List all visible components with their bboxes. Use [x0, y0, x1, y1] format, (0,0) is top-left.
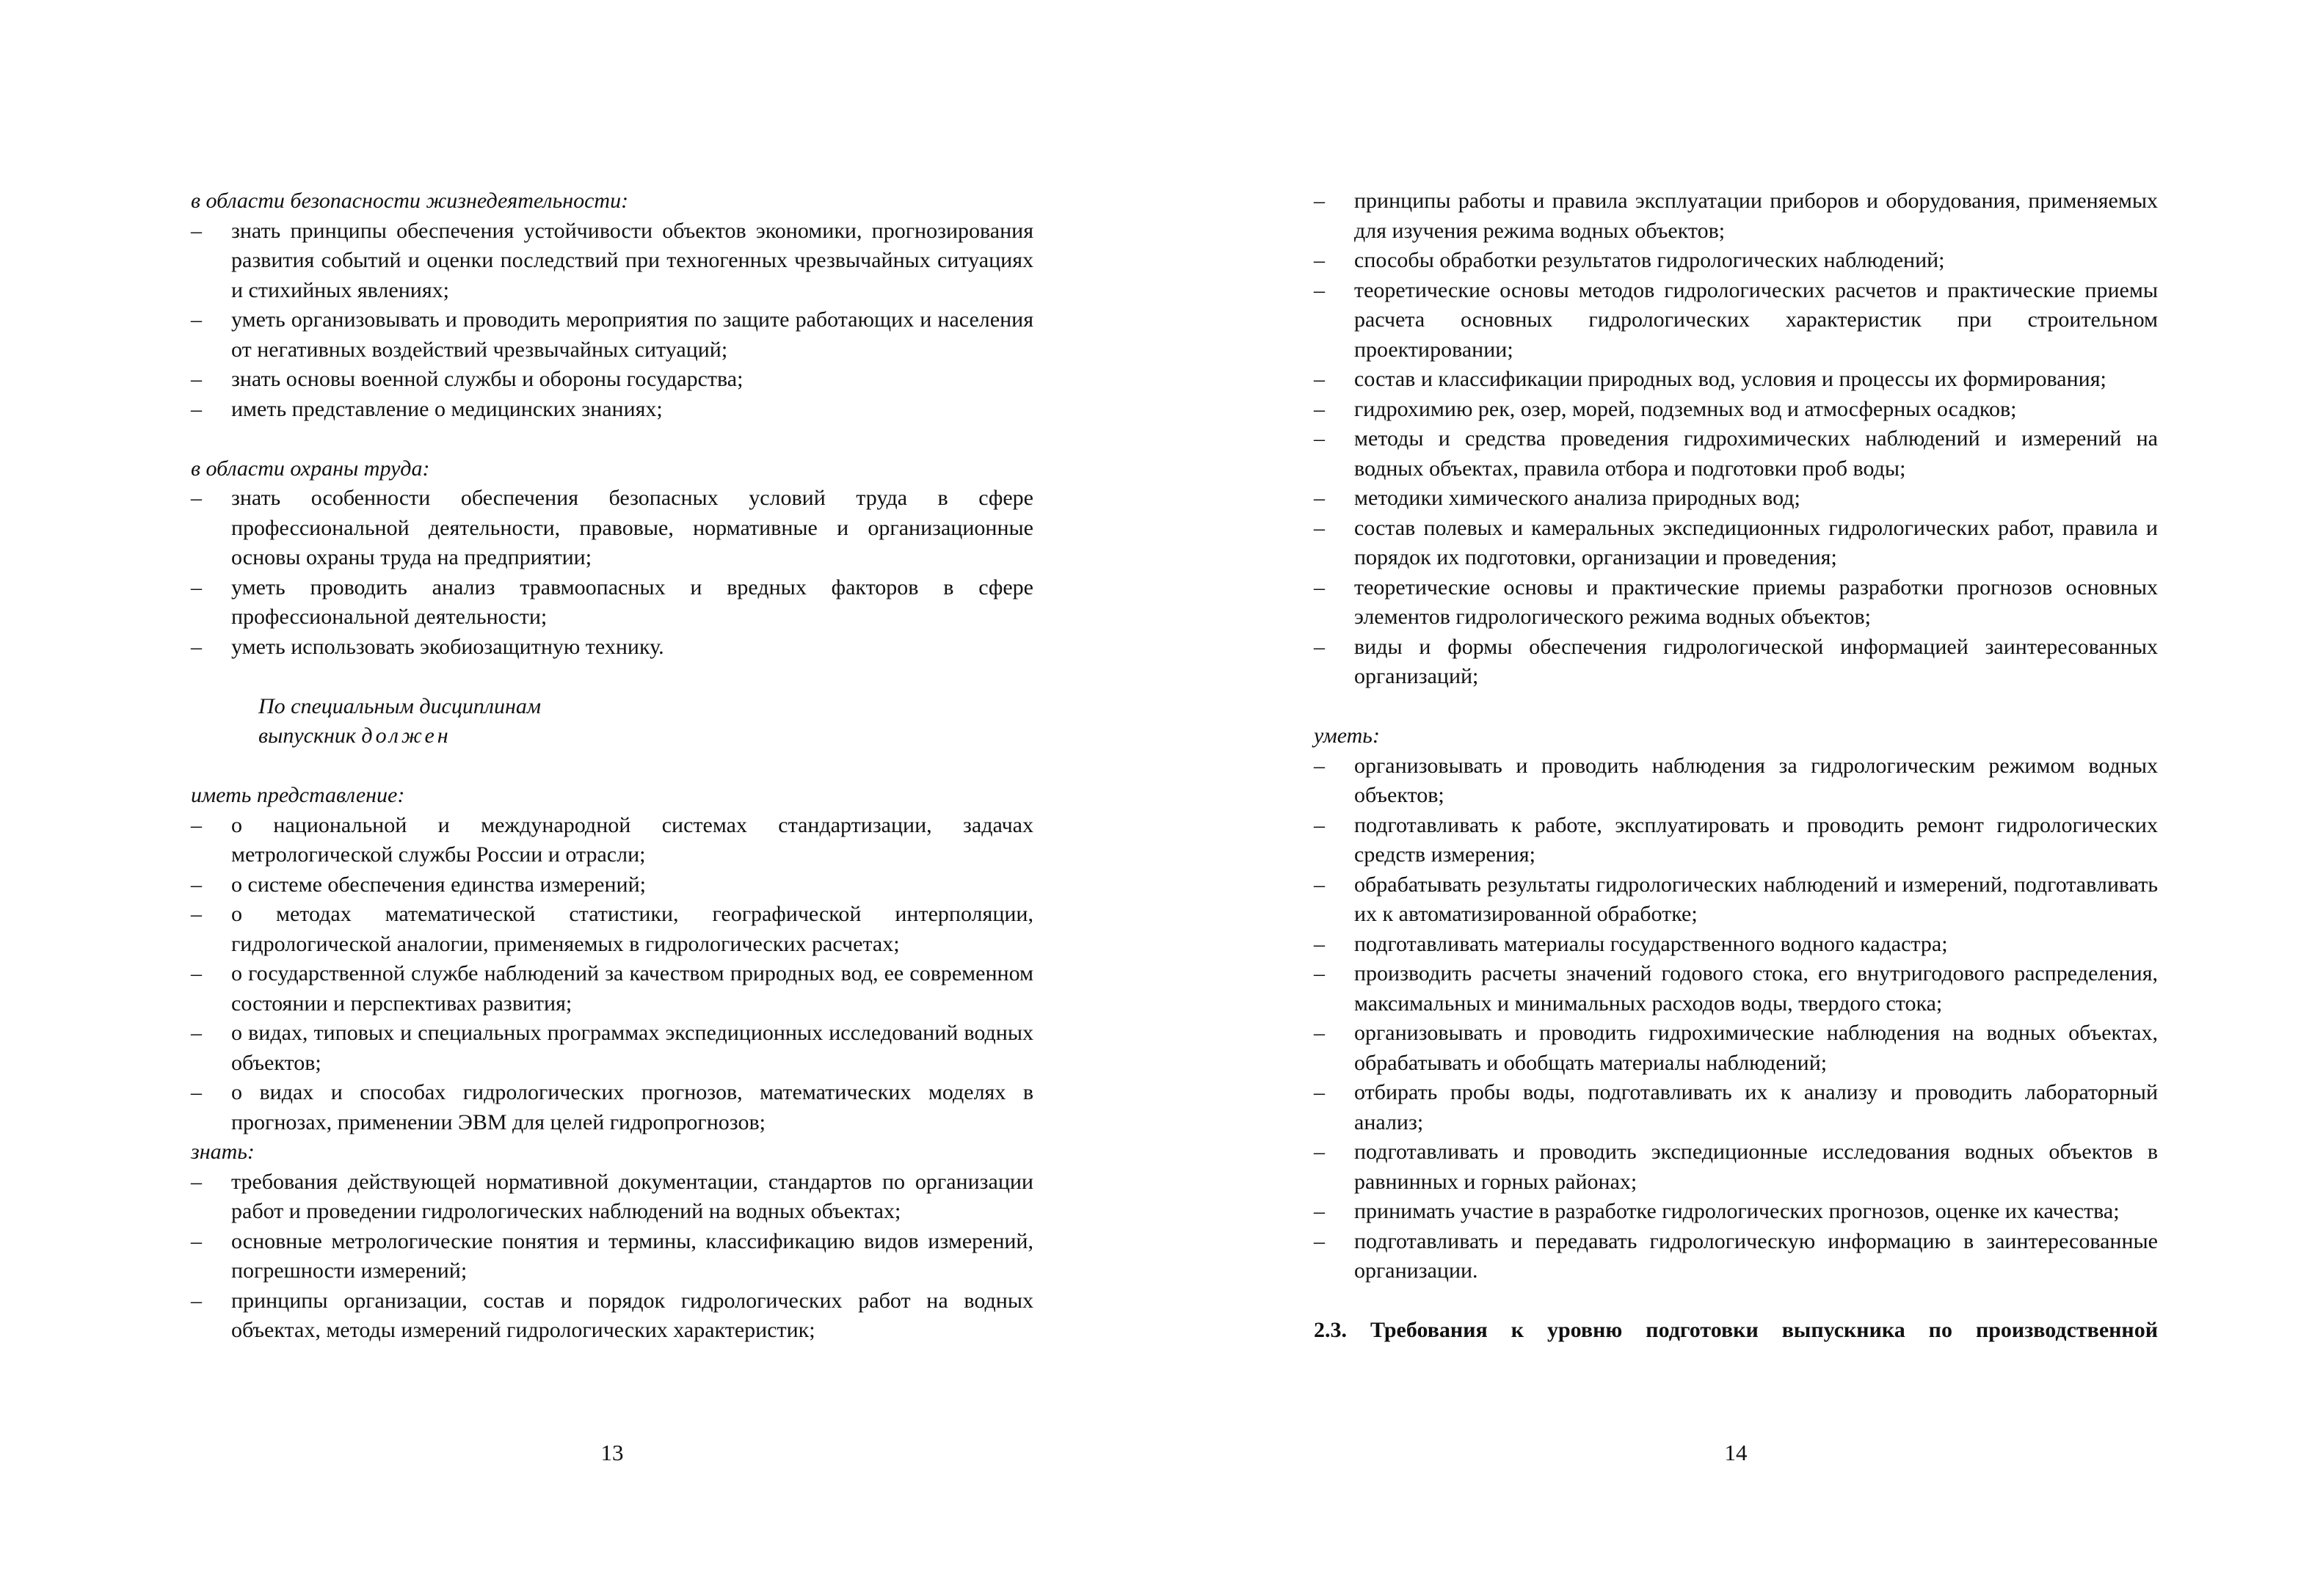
page-number: 14 — [1724, 1440, 1748, 1465]
list-item: – теоретические основы и практические приемы разработки прогнозов основных элементов гидрологического режима водных объектов; — [1314, 573, 2158, 633]
list-item: – подготавливать к работе, эксплуатировать и проводить ремонт гидрологических средств измерения; — [1314, 811, 2158, 870]
list-item: – подготавливать материалы государственного водного кадастра; — [1314, 930, 2158, 960]
list-item: – виды и формы обеспечения гидрологической информацией заинтересованных организаций; — [1314, 633, 2158, 692]
list-item: – организовывать и проводить гидрохимические наблюдения на водных объектах, обрабатывать и обобщать материалы наблюдений; — [1314, 1019, 2158, 1078]
list-item: – производить расчеты значений годового стока, его внутригодового распределения, максимальных и минимальных расходов воды, твердого стока; — [1314, 959, 2158, 1019]
list-item: – теоретические основы методов гидрологических расчетов и практические приемы расчета основных гидрологических характеристик при строительном проектировании; — [1314, 276, 2158, 365]
list-item: – о национальной и международной системах стандартизации, задачах метрологической службы России и отрасли; — [191, 811, 1033, 870]
right-page — [1314, 0, 2158, 1596]
list-idea — [191, 811, 1033, 1138]
section-heading-idea: иметь представление: — [191, 783, 405, 807]
list-item: – уметь организовывать и проводить мероприятия по защите работающих и населения от негативных воздействий чрезвычайных ситуаций; — [191, 305, 1033, 365]
list-item: – способы обработки результатов гидрологических наблюдений; — [1314, 246, 2158, 276]
right-page-content — [1314, 186, 2158, 1346]
list-item: – о видах, типовых и специальных программах экспедиционных исследований водных объектов; — [191, 1019, 1033, 1078]
list-item: – методики химического анализа природных вод; — [1314, 484, 2158, 514]
list-item: – иметь представление о медицинских знаниях; — [191, 395, 1033, 425]
list-item: – подготавливать и передавать гидрологическую информацию в заинтересованные организации. — [1314, 1227, 2158, 1286]
section-heading-know: знать: — [191, 1140, 255, 1164]
list-know-continued — [1314, 186, 2158, 692]
list-item: – о системе обеспечения единства измерений; — [191, 870, 1033, 900]
list-item: – знать особенности обеспечения безопасных условий труда в сфере профессиональной деятельности, правовые, нормативные и организационные основы охраны труда на предприятии; — [191, 484, 1033, 573]
list-item: – методы и средства проведения гидрохимических наблюдений и измерений на водных объектах, правила отбора и подготовки проб воды; — [1314, 424, 2158, 484]
list-item: – подготавливать и проводить экспедиционные исследования водных объектов в равнинных и горных районах; — [1314, 1137, 2158, 1197]
list-item: – основные метрологические понятия и термины, классификацию видов измерений, погрешности измерений; — [191, 1227, 1033, 1286]
section-title: 2.3. Требования к уровню подготовки выпускника по производственной — [1314, 1318, 2158, 1342]
section-heading-safety: в области безопасности жизнедеятельности: — [191, 189, 629, 213]
graduate-must-line — [191, 721, 1033, 751]
list-item: – отбирать пробы воды, подготавливать их к анализу и проводить лабораторный анализ; — [1314, 1078, 2158, 1137]
list-labor — [191, 484, 1033, 662]
list-item: – о видах и способах гидрологических прогнозов, математических моделях в прогнозах, применении ЭВМ для целей гидропрогнозов; — [191, 1078, 1033, 1137]
special-disciplines-line: По специальным дисциплинам — [258, 693, 541, 718]
section-heading-labor: в области охраны труда: — [191, 456, 430, 481]
left-page-content — [191, 186, 1033, 1346]
list-item: – знать основы военной службы и обороны государства; — [191, 365, 1033, 395]
list-item: – принципы организации, состав и порядок гидрологических работ на водных объектах, методы измерений гидрологических характеристик; — [191, 1286, 1033, 1346]
list-item: – состав полевых и камеральных экспедиционных гидрологических работ, правила и порядок их подготовки, организации и проведения; — [1314, 514, 2158, 573]
list-item: – гидрохимию рек, озер, морей, подземных вод и атмосферных осадков; — [1314, 395, 2158, 425]
must-word: должен — [361, 724, 451, 748]
list-item: – принимать участие в разработке гидрологических прогнозов, оценке их качества; — [1314, 1197, 2158, 1227]
spacer — [1314, 1286, 2158, 1316]
list-item: – о методах математической статистики, географической интерполяции, гидрологической аналогии, применяемых в гидрологических расчетах; — [191, 900, 1033, 959]
list-item: – принципы работы и правила эксплуатации приборов и оборудования, применяемых для изучения режима водных объектов; — [1314, 186, 2158, 246]
list-item: – состав и классификации природных вод, условия и процессы их формирования; — [1314, 365, 2158, 395]
spacer — [191, 424, 1033, 454]
list-item: – организовывать и проводить наблюдения за гидрологическим режимом водных объектов; — [1314, 751, 2158, 811]
list-safety — [191, 216, 1033, 425]
list-item: – обрабатывать результаты гидрологических наблюдений и измерений, подготавливать их к автоматизированной обработке; — [1314, 870, 2158, 930]
spacer — [191, 662, 1033, 692]
spacer — [1314, 692, 2158, 722]
list-able — [1314, 751, 2158, 1286]
list-item: – уметь использовать экобиозащитную технику. — [191, 633, 1033, 663]
list-item: – о государственной службе наблюдений за качеством природных вод, ее современном состоянии и перспективах развития; — [191, 959, 1033, 1019]
section-heading-able: уметь: — [1314, 724, 1380, 748]
spacer — [191, 751, 1033, 781]
list-item: – уметь проводить анализ травмоопасных и вредных факторов в сфере профессиональной деятельности; — [191, 573, 1033, 633]
left-page — [191, 0, 1033, 1596]
list-item: – требования действующей нормативной документации, стандартов по организации работ и проведении гидрологических наблюдений на водных объектах; — [191, 1167, 1033, 1227]
graduate-word: выпускник — [258, 724, 356, 748]
list-item: – знать принципы обеспечения устойчивости объектов экономики, прогнозирования развития событий и оценки последствий при техногенных чрезвычайных ситуациях и стихийных явлениях; — [191, 216, 1033, 306]
page-number: 13 — [600, 1440, 624, 1465]
list-know — [191, 1167, 1033, 1346]
